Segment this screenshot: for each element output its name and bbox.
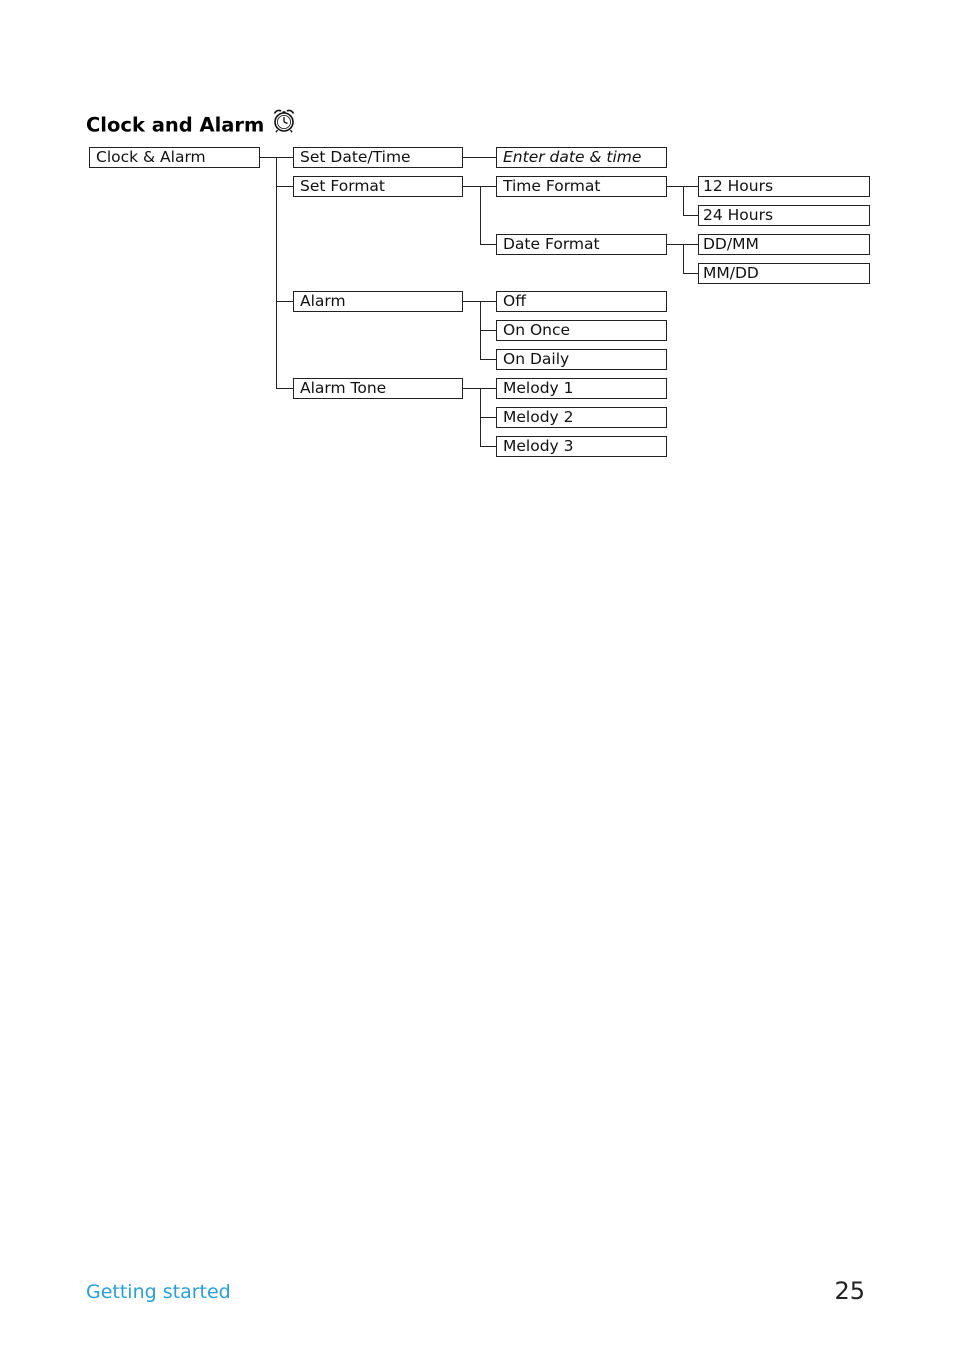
connector bbox=[683, 273, 698, 274]
page-title-text: Clock and Alarm bbox=[86, 113, 265, 137]
page-title bbox=[86, 111, 296, 141]
connector bbox=[683, 186, 684, 215]
connector bbox=[480, 330, 496, 331]
option-alarm-off: Off bbox=[496, 291, 667, 312]
menu-alarm-tone: Alarm Tone bbox=[293, 378, 463, 399]
option-melody-1: Melody 1 bbox=[496, 378, 667, 399]
alarm-clock-icon bbox=[272, 107, 296, 141]
connector bbox=[683, 244, 684, 273]
connector bbox=[276, 301, 293, 302]
connector bbox=[463, 157, 496, 158]
connector bbox=[260, 157, 276, 158]
option-dd-mm: DD/MM bbox=[698, 234, 870, 255]
connector bbox=[276, 186, 293, 187]
connector bbox=[480, 186, 481, 244]
footer-section-title: Getting started bbox=[86, 1281, 231, 1303]
menu-time-format: Time Format bbox=[496, 176, 667, 197]
connector bbox=[276, 157, 293, 158]
connector bbox=[480, 244, 496, 245]
menu-root-clock-alarm: Clock & Alarm bbox=[89, 147, 260, 168]
connector bbox=[480, 359, 496, 360]
connector bbox=[480, 446, 496, 447]
option-24-hours: 24 Hours bbox=[698, 205, 870, 226]
option-alarm-on-daily: On Daily bbox=[496, 349, 667, 370]
connector bbox=[276, 388, 293, 389]
connector bbox=[480, 417, 496, 418]
menu-set-format: Set Format bbox=[293, 176, 463, 197]
option-12-hours: 12 Hours bbox=[698, 176, 870, 197]
connector bbox=[276, 157, 277, 388]
page-number: 25 bbox=[834, 1277, 865, 1305]
connector bbox=[683, 215, 698, 216]
option-melody-3: Melody 3 bbox=[496, 436, 667, 457]
menu-set-date-time: Set Date/Time bbox=[293, 147, 463, 168]
option-mm-dd: MM/DD bbox=[698, 263, 870, 284]
menu-alarm: Alarm bbox=[293, 291, 463, 312]
menu-enter-date-time: Enter date & time bbox=[496, 147, 667, 168]
menu-date-format: Date Format bbox=[496, 234, 667, 255]
option-alarm-on-once: On Once bbox=[496, 320, 667, 341]
option-melody-2: Melody 2 bbox=[496, 407, 667, 428]
